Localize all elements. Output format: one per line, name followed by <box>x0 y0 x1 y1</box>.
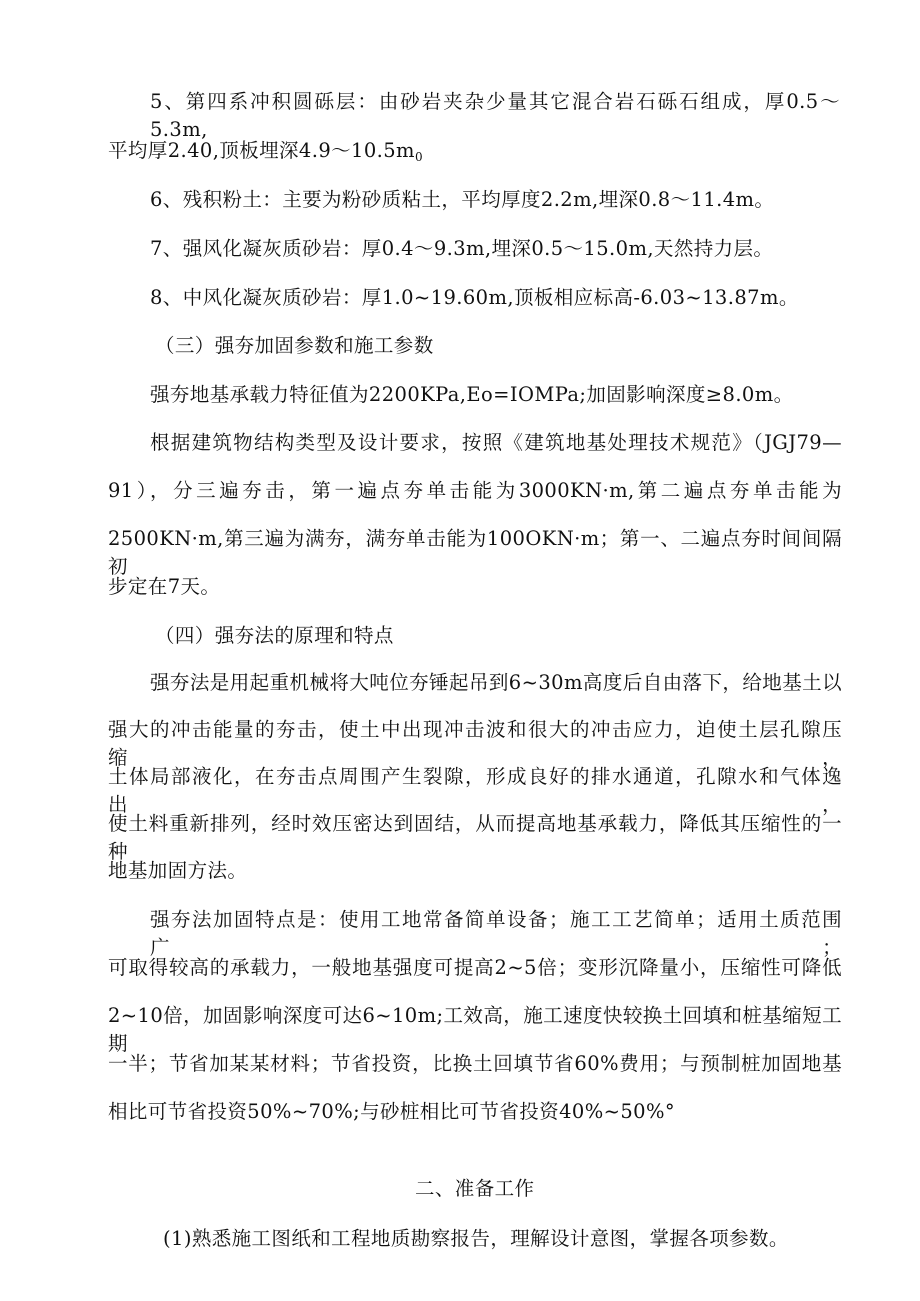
paragraph-12-line-5: 相比可节省投资50%~70%;与砂桩相比可节省投资40%~50%° <box>108 1100 676 1123</box>
paragraph-11-line-4: 使土料重新排列，经时效压密达到固结，从而提高地基承载力，降低其压缩性的一种 <box>108 812 842 863</box>
paragraph-5-subscript: 0 <box>414 150 423 164</box>
paragraph-13: (1)熟悉施工图纸和工程地质勘察报告，理解设计意图，掌握各项参数。 <box>163 1227 789 1250</box>
paragraph-12-line-3: 2~10倍，加固影响深度可达6~10m;工效高，施工速度快较换土回填和桩基缩短工期 <box>108 1004 842 1055</box>
paragraph-10-line-1: 根据建筑物结构类型及设计要求，按照《建筑地基处理技术规范》（JGJ79— <box>150 431 842 454</box>
paragraph-8: 8、中风化凝灰质砂岩：厚1.0~19.60m,顶板相应标高-6.03~13.87m。 <box>150 286 799 309</box>
paragraph-5-line-2-text: 平均厚2.40,顶板埋深4.9～10.5m <box>108 139 415 162</box>
paragraph-5-line-2 <box>108 137 423 171</box>
heading-section-two: 二、准备工作 <box>415 1177 535 1200</box>
paragraph-11-line-1: 强夯法是用起重机械将大吨位夯锤起吊到6~30m高度后自由落下，给地基土以 <box>150 671 842 694</box>
paragraph-9: 强夯地基承载力特征值为2200KPa,Eo=IOMPa;加固影响深度≥8.0m。 <box>150 383 794 406</box>
paragraph-5-line-1: 5、第四系冲积圆砾层：由砂岩夹杂少量其它混合岩石砾石组成，厚0.5～5.3m, <box>150 90 840 141</box>
paragraph-7: 7、强风化凝灰质砂岩：厚0.4～9.3m,埋深0.5～15.0m,天然持力层。 <box>150 237 774 260</box>
paragraph-10-line-2: 91），分三遍夯击，第一遍点夯单击能为3000KN·m,第二遍点夯单击能为 <box>108 479 842 502</box>
paragraph-12-line-4: 一半；节省加某某材料；节省投资，比换土回填节省60%费用；与预制桩加固地基 <box>108 1052 842 1075</box>
paragraph-11-line-5: 地基加固方法。 <box>108 859 248 882</box>
paragraph-10-line-4: 步定在7天。 <box>108 575 221 598</box>
paragraph-12-line-1: 强夯法加固特点是：使用工地常备简单设备；施工工艺简单；适用土质范围广； <box>150 908 842 959</box>
paragraph-10-line-3: 2500KN·m,第三遍为满夯，满夯单击能为100OKN·m；第一、二遍点夯时间间隔初 <box>108 527 842 578</box>
paragraph-12-line-2: 可取得较高的承载力，一般地基强度可提高2~5倍；变形沉降量小，压缩性可降低 <box>108 956 842 979</box>
paragraph-11-line-2: 强大的冲击能量的夯击，使土中出现冲击波和很大的冲击应力，迫使土层孔隙压缩， <box>108 718 842 769</box>
paragraph-6: 6、残积粉土：主要为粉砂质粘土，平均厚度2.2m,埋深0.8～11.4m。 <box>150 188 775 211</box>
heading-section-3: （三）强夯加固参数和施工参数 <box>155 334 434 357</box>
paragraph-11-line-3: 土体局部液化，在夯击点周围产生裂隙，形成良好的排水通道，孔隙水和气体逸出， <box>108 765 842 816</box>
heading-section-4: （四）强夯法的原理和特点 <box>155 624 394 647</box>
